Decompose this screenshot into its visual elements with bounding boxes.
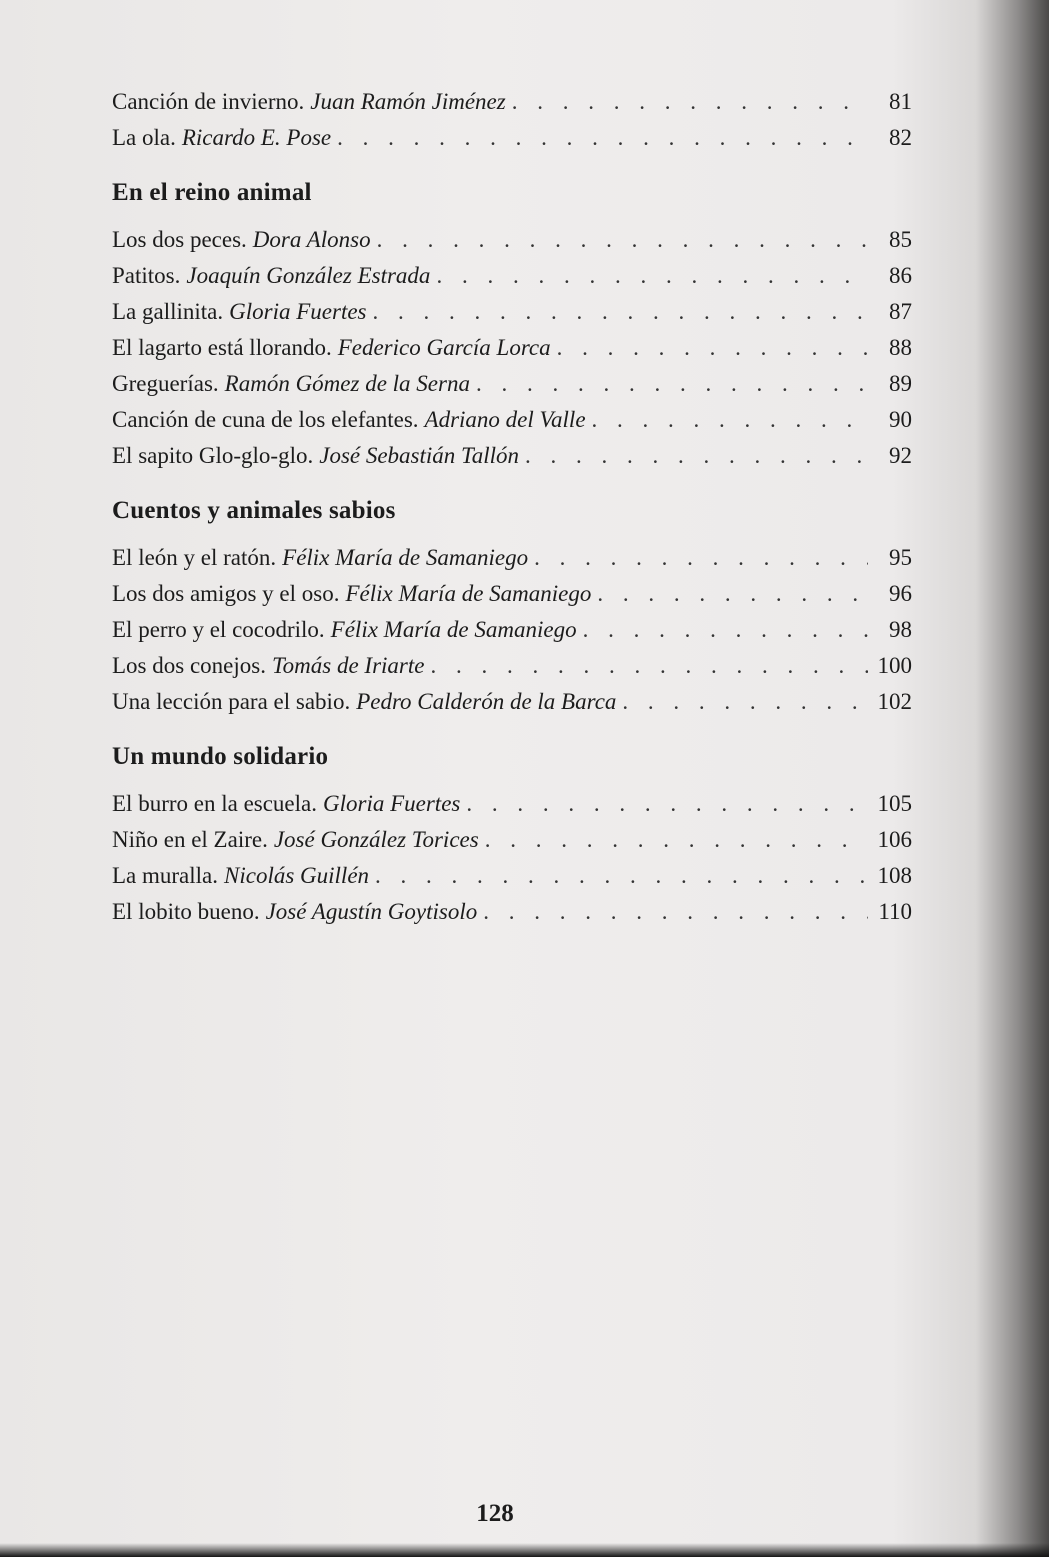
leader-dots [512,84,868,120]
leader-dots [483,894,868,930]
entry-author: José Sebastián Tallón [319,443,520,468]
toc-entry [112,576,912,612]
entry-title: Los dos amigos y el oso. [112,581,340,606]
entry-title: Los dos conejos. [112,653,266,678]
leader-dots [592,402,868,438]
entry-page: 108 [877,863,912,888]
entry-author: Ricardo E. Pose [181,125,332,150]
entry-page: 96 [889,581,912,606]
entry-title: Greguerías. [112,371,219,396]
toc-entry [112,294,912,330]
leader-dots [534,540,868,576]
toc-section-reino-animal [112,178,912,474]
page-number: 128 [476,1500,514,1527]
toc-entry [112,684,912,720]
entry-page: 110 [878,899,912,924]
entry-title: El burro en la escuela. [112,791,317,816]
entry-author: Adriano del Valle [424,407,586,432]
toc-section-solidario [112,742,912,930]
entry-page: 89 [889,371,912,396]
entry-author: Nicolás Guillén [224,863,370,888]
entry-title: El lagarto está llorando. [112,335,332,360]
entry-title: Niño en el Zaire. [112,827,268,852]
entry-author: Dora Alonso [252,227,371,252]
toc-section-continued [112,84,912,156]
entry-page: 90 [889,407,912,432]
entry-author: Tomás de Iriarte [271,653,425,678]
entry-title: El perro y el cocodrilo. [112,617,325,642]
entry-author: Gloria Fuertes [229,299,367,324]
leader-dots [430,648,868,684]
entry-title: Patitos. [112,263,181,288]
entry-author: José González Torices [273,827,479,852]
entry-title: La muralla. [112,863,219,888]
entry-page: 92 [889,443,912,468]
section-heading: Cuentos y animales sabios [112,497,396,524]
toc-entry [112,612,912,648]
toc-entry [112,366,912,402]
leader-dots [525,438,868,474]
entry-title: El lobito bueno. [112,899,260,924]
entry-author: Juan Ramón Jiménez [310,89,506,114]
toc-entry [112,822,912,858]
entry-page: 81 [889,89,912,114]
leader-dots [436,258,868,294]
entry-title: El sapito Glo-glo-glo. [112,443,314,468]
leader-dots [375,858,868,894]
leader-dots [337,120,868,156]
toc-entry [112,540,912,576]
toc-entry [112,330,912,366]
table-of-contents [112,84,912,930]
toc-entry [112,222,912,258]
entry-page: 102 [877,689,912,714]
entry-page: 82 [889,125,912,150]
page-edge-shadow [0,1543,1049,1557]
leader-dots [622,684,868,720]
leader-dots [583,612,868,648]
entry-author: Pedro Calderón de la Barca [356,689,617,714]
toc-entry [112,648,912,684]
toc-entry [112,84,912,120]
entry-page: 86 [889,263,912,288]
entry-page: 98 [889,617,912,642]
entry-author: Joaquín González Estrada [186,263,431,288]
entry-title: Los dos peces. [112,227,247,252]
section-heading: En el reino animal [112,179,312,206]
entry-title: Una lección para el sabio. [112,689,351,714]
entry-author: Ramón Gómez de la Serna [224,371,470,396]
entry-title: Canción de cuna de los elefantes. [112,407,419,432]
toc-entry [112,786,912,822]
toc-section-cuentos [112,496,912,720]
leader-dots [485,822,868,858]
section-heading: Un mundo solidario [112,743,329,770]
toc-entry [112,438,912,474]
leader-dots [466,786,868,822]
leader-dots [476,366,868,402]
entry-author: Félix María de Samaniego [282,545,529,570]
entry-title: El león y el ratón. [112,545,277,570]
entry-title: La gallinita. [112,299,224,324]
entry-author: Gloria Fuertes [323,791,461,816]
entry-page: 88 [889,335,912,360]
toc-entry [112,402,912,438]
entry-title: Canción de invierno. [112,89,305,114]
toc-entry [112,858,912,894]
toc-entry [112,258,912,294]
toc-entry [112,894,912,930]
entry-page: 106 [877,827,912,852]
entry-page: 95 [889,545,912,570]
entry-page: 100 [877,653,912,678]
entry-author: Félix María de Samaniego [345,581,592,606]
leader-dots [557,330,868,366]
entry-page: 105 [877,791,912,816]
entry-author: José Agustín Goytisolo [265,899,478,924]
leader-dots [597,576,868,612]
leader-dots [373,294,869,330]
entry-page: 85 [889,227,912,252]
entry-page: 87 [889,299,912,324]
entry-author: Félix María de Samaniego [330,617,577,642]
entry-author: Federico García Lorca [337,335,551,360]
entry-title: La ola. [112,125,176,150]
leader-dots [377,222,868,258]
toc-entry [112,120,912,156]
